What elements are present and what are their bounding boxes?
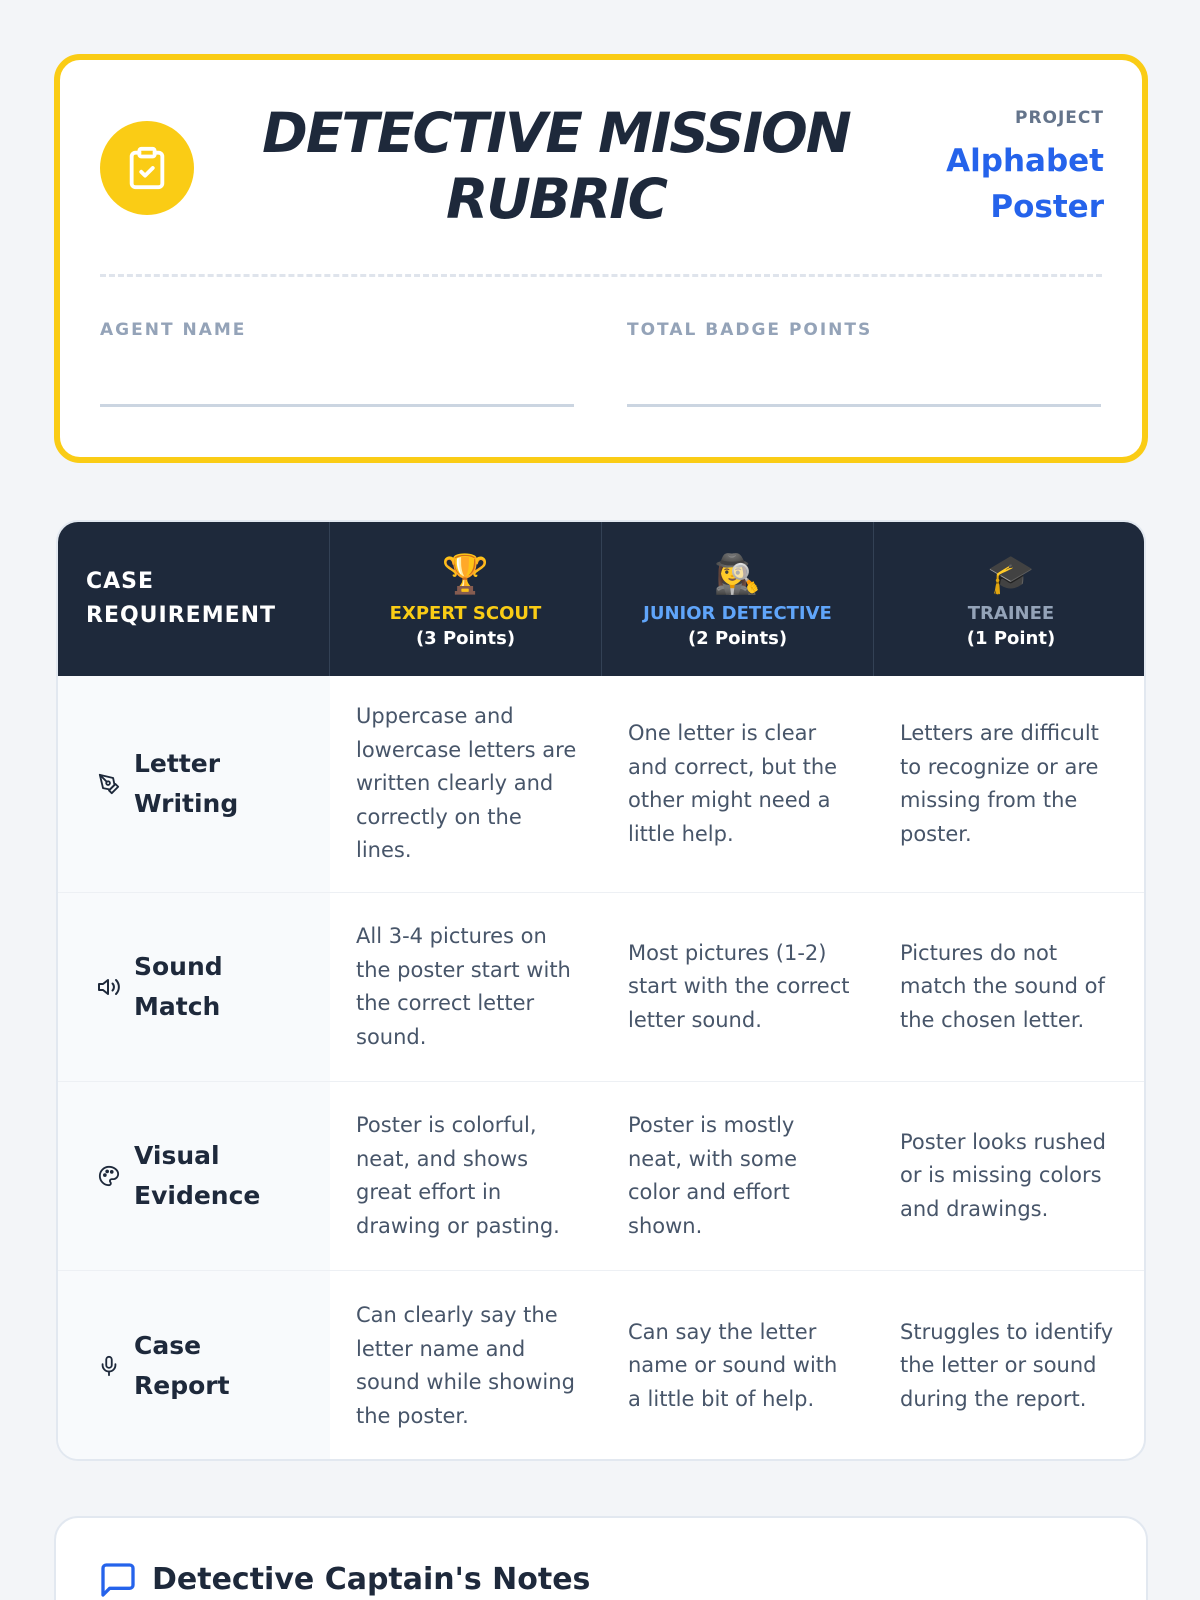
title-line-1: DETECTIVE MISSION <box>262 101 850 165</box>
expert-scout-criteria: Can clearly say the letter name and sound while showing the poster. <box>356 1303 575 1428</box>
total-points-label: TOTAL BADGE POINTS <box>627 320 873 340</box>
expert-scout-criteria: Uppercase and lowercase letters are written clearly and correctly on the lines. <box>356 704 577 863</box>
level-points: (2 Points) <box>687 628 788 649</box>
message-square-icon <box>98 1560 138 1600</box>
junior-detective-criteria: Poster is mostly neat, with some color and effort shown. <box>628 1113 798 1238</box>
requirement-label <box>134 1136 260 1216</box>
notes-heading <box>98 1560 590 1600</box>
level-name: TRAINEE <box>967 603 1055 624</box>
trainee-criteria: Pictures do not match the sound of the chosen letter. <box>900 940 1105 1032</box>
expert-scout-criteria: Poster is colorful, neat, and shows great effort in drawing or pasting. <box>356 1113 560 1238</box>
rubric-body <box>58 676 1146 1461</box>
total-points-input-line[interactable] <box>627 404 1101 407</box>
detective-icon: 🕵️‍♀️ <box>713 552 762 596</box>
captain-notes-card <box>54 1516 1148 1600</box>
rubric-row-letter-writing <box>58 676 1146 893</box>
project-name <box>884 138 1104 230</box>
case-requirement-header <box>58 522 330 676</box>
requirement-label-line-2: Report <box>134 1371 230 1400</box>
project-block <box>884 106 1104 230</box>
pen-nib-icon <box>96 771 122 797</box>
agent-name-input-line[interactable] <box>100 404 574 407</box>
level-header-junior-detective <box>602 522 874 676</box>
level-points: (3 Points) <box>415 628 516 649</box>
rubric-row-visual-evidence <box>58 1082 1146 1271</box>
requirement-label <box>134 1326 230 1406</box>
trainee-criteria: Poster looks rushed or is missing colors and drawings. <box>900 1129 1106 1221</box>
notes-title: Detective Captain's Notes <box>152 1562 591 1597</box>
requirement-cell <box>58 893 330 1081</box>
clipboard-badge <box>100 121 194 215</box>
requirement-label-line-2: Writing <box>134 789 239 818</box>
microphone-icon <box>96 1353 122 1379</box>
junior-detective-criteria: Can say the letter name or sound with a little bit of help. <box>628 1319 838 1411</box>
clipboard-check-icon <box>124 145 170 191</box>
requirement-label <box>134 947 223 1027</box>
requirement-label-line-1: Sound <box>134 952 223 981</box>
requirement-label-line-1: Visual <box>134 1141 220 1170</box>
requirement-label-line-1: Letter <box>134 749 221 778</box>
dashed-divider <box>100 274 1102 277</box>
requirement-cell <box>58 676 330 892</box>
level-header-expert-scout <box>330 522 602 676</box>
requirement-cell <box>58 1082 330 1270</box>
junior-detective-criteria: One letter is clear and correct, but the other might need a little help. <box>628 721 838 846</box>
page-title <box>250 100 862 232</box>
expert-scout-criteria: All 3-4 pictures on the poster start with the correct letter sound. <box>356 924 571 1049</box>
project-label: PROJECT <box>1014 108 1104 128</box>
requirement-label-line-1: Case <box>134 1331 202 1360</box>
trophy-icon: 🏆 <box>441 552 490 596</box>
level-name: EXPERT SCOUT <box>389 603 542 624</box>
level-name: JUNIOR DETECTIVE <box>643 603 832 624</box>
rubric-row-sound-match <box>58 893 1146 1082</box>
case-requirement-line-2: REQUIREMENT <box>86 603 277 628</box>
total-points-field[interactable] <box>627 320 1101 407</box>
level-points: (1 Point) <box>966 628 1056 649</box>
requirement-label-line-2: Match <box>134 992 221 1021</box>
rubric-table <box>56 520 1146 1461</box>
rubric-header-row <box>58 522 1146 676</box>
rubric-row-case-report <box>58 1271 1146 1461</box>
agent-name-field[interactable] <box>100 320 574 407</box>
level-header-trainee <box>874 522 1146 676</box>
junior-detective-criteria: Most pictures (1-2) start with the correct letter sound. <box>628 940 850 1032</box>
graduation-cap-icon: 🎓 <box>987 552 1035 596</box>
trainee-criteria: Struggles to identify the letter or sound during the report. <box>900 1319 1114 1411</box>
requirement-label-line-2: Evidence <box>134 1181 261 1210</box>
requirement-label <box>134 744 238 824</box>
rubric-header-card <box>54 54 1148 463</box>
requirement-cell <box>58 1271 330 1461</box>
trainee-criteria: Letters are difficult to recognize or are missing from the poster. <box>900 721 1099 846</box>
project-name-line-1: Alphabet <box>946 143 1104 179</box>
title-line-2: RUBRIC <box>445 167 667 231</box>
case-requirement-line-1: CASE <box>86 569 155 594</box>
agent-name-label: AGENT NAME <box>100 320 247 340</box>
palette-icon <box>96 1163 122 1189</box>
speaker-icon <box>96 974 122 1000</box>
project-name-line-2: Poster <box>990 189 1104 225</box>
